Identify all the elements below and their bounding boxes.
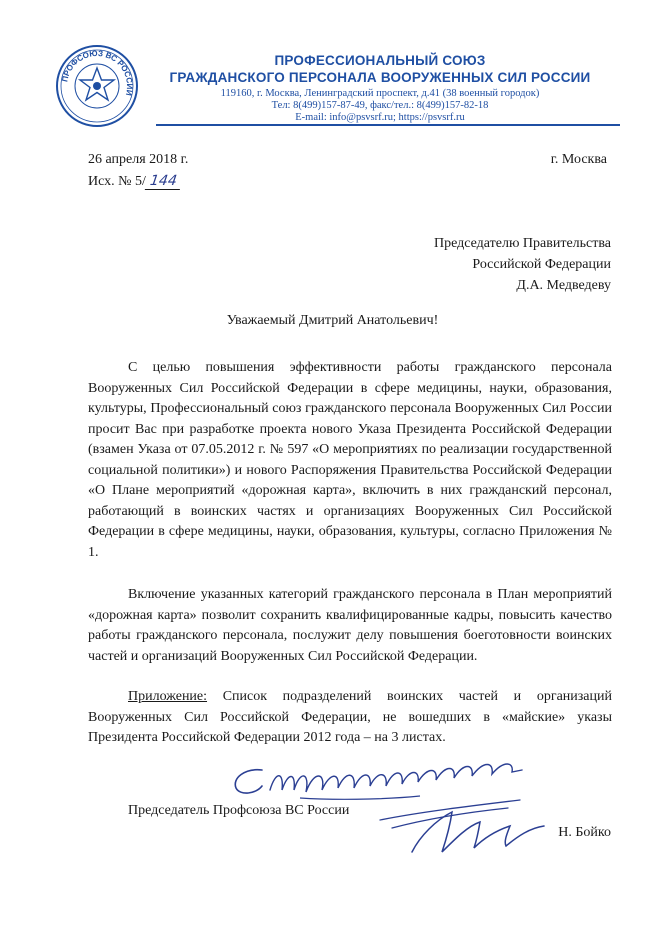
org-phones: Тел: 8(499)157-87-49, факс/тел.: 8(499)157-82-18 — [271, 100, 489, 111]
letter-city: г. Москва — [550, 152, 607, 167]
appendix-paragraph — [88, 687, 612, 749]
org-address: 119160, г. Москва, Ленинградский проспект, д.41 (38 военный городок) — [220, 88, 540, 99]
org-name-line1: ПРОФЕССИОНАЛЬНЫЙ СОЮЗ — [274, 53, 486, 68]
salutation: Уважаемый Дмитрий Анатольевич! — [226, 313, 439, 328]
header-divider — [156, 124, 620, 126]
outgoing-number-prefix: Исх. № 5/ — [88, 174, 146, 189]
addressee-block — [331, 233, 611, 296]
appendix-label: Приложение: — [128, 689, 208, 704]
signer-title: Председатель Профсоюза ВС России — [128, 803, 350, 818]
addressee-line2: Российской Федерации — [472, 257, 611, 272]
outgoing-number-handwritten: 144 — [145, 173, 182, 190]
letter-date: 26 апреля 2018 г. — [88, 152, 189, 167]
appendix-text: Список подразделений воинских частей и организаций Вооруженных Сил Российской Федерации, не вошедших в «майские» указы Президента Российской Федерации 2012 года – на 3 листах. — [88, 689, 612, 745]
body-paragraph-1: С целью повышения эффективности работы гражданского персонала Вооруженных Сил Российской Федерации в сфере медицины, науки, образования, культуры, Профессиональный союз гражданского персонала Вооруженных Сил России просит Вас при разработке проекта нового Указа Президента Российской Федерации (взамен Указа от 07.05.2012 г. № 597 «О мероприятиях по реализации государственной социальной политики») и нового Распоряжения Правительства Российской Федерации «О Плане мероприятий «дорожная карта», включить в них гражданский персонал, работающий в воинских частях и организациях Вооруженных Сил Российской Федерации в сфере медицины, науки, образования, культуры, согласно Приложения № 1. — [88, 360, 612, 560]
org-name-line2: ГРАЖДАНСКОГО ПЕРСОНАЛА ВООРУЖЕННЫХ СИЛ РОССИИ — [169, 70, 591, 85]
signer-name: Н. Бойко — [558, 825, 611, 840]
seal-text: ПРОФСОЮЗ ВС РОССИИ — [60, 48, 135, 97]
org-email: E-mail: info@psvsrf.ru; https://psvsrf.ru — [295, 112, 465, 123]
addressee-line1: Председателю Правительства — [433, 236, 611, 251]
union-emblem-seal — [55, 44, 139, 128]
outgoing-number — [88, 173, 181, 190]
addressee-line3: Д.А. Медведеву — [516, 278, 611, 293]
body-paragraph-2: Включение указанных категорий гражданского персонала в План мероприятий «дорожная карта» позволит сохранить квалифицированные кадры, повысить качество работы гражданского персонала, послужит делу повышения боеготовности воинских частей и организаций Вооруженных Сил Российской Федерации. — [88, 587, 612, 664]
